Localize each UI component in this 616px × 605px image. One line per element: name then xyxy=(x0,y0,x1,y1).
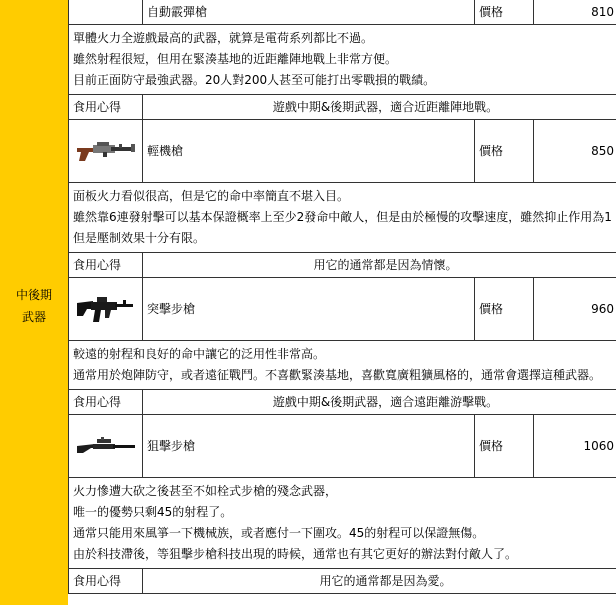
desc-line: 由於科技滯後，等狙擊步槍科技出現的時候，通常也有其它更好的辦法對付敵人了。 xyxy=(73,547,518,561)
price-label: 價格 xyxy=(475,0,534,25)
desc-line: 雖然靠6連發射擊可以基本保證概率上至少2發命中敵人，但是由於極慢的攻擊速度，雖然抑止作用為1 xyxy=(73,210,612,224)
weapon-icon-cell xyxy=(69,120,143,183)
weapon-row-sniper-rifle xyxy=(69,415,616,478)
weapon-description xyxy=(69,25,616,95)
weapon-row-assault-rifle xyxy=(69,278,616,341)
tip-text: 用它的通常都是因為情懷。 xyxy=(143,253,616,278)
desc-line: 通常用於炮陣防守，或者遠征戰鬥。不喜歡緊湊基地，喜歡寬廣粗獷風格的，通常會選擇這種武器。 xyxy=(73,368,602,382)
tip-label: 食用心得 xyxy=(69,95,143,120)
weapon-desc-row xyxy=(69,341,616,390)
tip-label: 食用心得 xyxy=(69,569,143,594)
tip-text: 遊戲中期&後期武器，適合遠距離游擊戰。 xyxy=(143,390,616,415)
weapon-icon-cell xyxy=(69,415,143,478)
weapon-name: 輕機槍 xyxy=(143,120,475,183)
weapon-tip-row xyxy=(69,253,616,278)
price-label: 價格 xyxy=(475,278,534,341)
weapon-price: 810 xyxy=(534,0,616,25)
weapon-price: 1060 xyxy=(534,415,616,478)
weapon-table-wrapper xyxy=(68,0,616,594)
weapon-name: 狙擊步槍 xyxy=(143,415,475,478)
weapon-name: 自動霰彈槍 xyxy=(143,0,475,25)
category-label-line2: 武器 xyxy=(21,310,46,324)
category-label-line1: 中後期 xyxy=(15,288,52,302)
desc-line: 但是壓制效果十分有限。 xyxy=(73,231,206,245)
tip-label: 食用心得 xyxy=(69,253,143,278)
category-label xyxy=(0,284,68,328)
sniper-rifle-icon xyxy=(75,436,137,456)
weapon-table xyxy=(68,0,616,594)
desc-line: 火力慘遭大砍之後甚至不如栓式步槍的殘念武器， xyxy=(73,484,338,498)
desc-line: 面板火力看似很高，但是它的命中率簡直不堪入目。 xyxy=(73,189,350,203)
desc-line: 唯一的優勢只剩45的射程了。 xyxy=(73,505,233,519)
desc-line: 雖然射程很短，但用在緊湊基地的近距離陣地戰上非常方便。 xyxy=(73,52,398,66)
weapon-tip-row xyxy=(69,390,616,415)
desc-line: 通常只能用來風箏一下機械族，或者應付一下圍攻。45的射程可以保證無傷。 xyxy=(73,526,485,540)
weapon-price: 960 xyxy=(534,278,616,341)
tip-text: 遊戲中期&後期武器，適合近距離陣地戰。 xyxy=(143,95,616,120)
weapon-name: 突擊步槍 xyxy=(143,278,475,341)
desc-line: 較遠的射程和良好的命中讓它的泛用性非常高。 xyxy=(73,347,326,361)
weapon-desc-row xyxy=(69,25,616,95)
tip-text: 用它的通常都是因為愛。 xyxy=(143,569,616,594)
weapon-description xyxy=(69,341,616,390)
weapon-icon-cell xyxy=(69,0,143,25)
weapon-description xyxy=(69,478,616,569)
weapon-row-light-machine-gun xyxy=(69,120,616,183)
weapon-description xyxy=(69,183,616,253)
weapon-tip-row xyxy=(69,569,616,594)
weapon-price: 850 xyxy=(534,120,616,183)
tip-label: 食用心得 xyxy=(69,390,143,415)
weapon-desc-row xyxy=(69,183,616,253)
weapon-row-shotgun xyxy=(69,0,616,25)
light-machine-gun-icon xyxy=(75,139,137,163)
assault-rifle-icon xyxy=(75,294,137,324)
desc-line: 單體火力全遊戲最高的武器，就算是電荷系列都比不過。 xyxy=(73,31,374,45)
weapon-desc-row xyxy=(69,478,616,569)
weapon-icon-cell xyxy=(69,278,143,341)
weapon-tip-row xyxy=(69,95,616,120)
desc-line: 目前正面防守最強武器。20人對200人甚至可能打出零戰損的戰績。 xyxy=(73,73,436,87)
price-label: 價格 xyxy=(475,120,534,183)
price-label: 價格 xyxy=(475,415,534,478)
